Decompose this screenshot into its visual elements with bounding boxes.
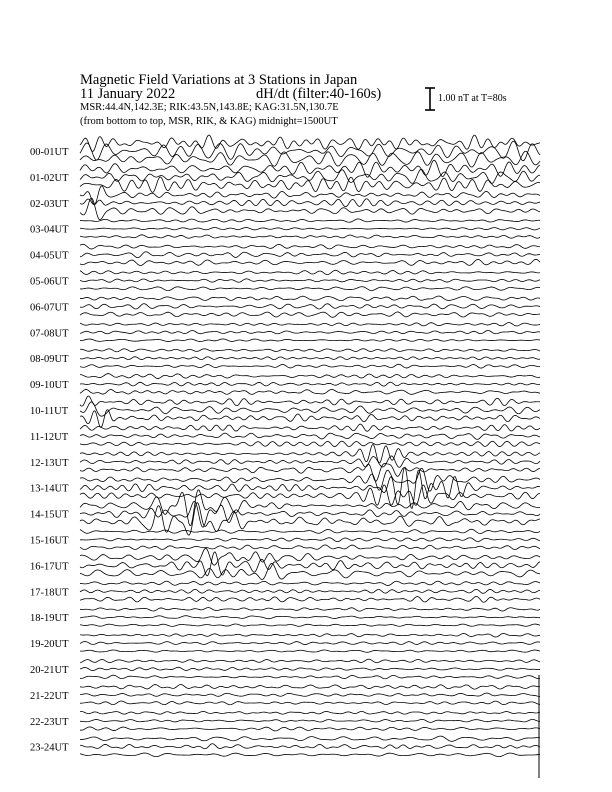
row-label: 13-14UT [30, 483, 69, 495]
trace-msr-22-23UT [80, 727, 540, 731]
row-label: 07-08UT [30, 328, 69, 340]
row-label: 17-18UT [30, 587, 69, 599]
trace-msr-09-10UT [80, 389, 540, 394]
row-label: 00-01UT [30, 147, 69, 158]
trace-kag-22-23UT [80, 711, 540, 714]
row-label: 18-19UT [30, 613, 69, 625]
trace-rik-23-24UT [80, 744, 540, 749]
trace-kag-17-18UT [80, 581, 540, 585]
row-label: 01-02UT [30, 172, 69, 184]
trace-msr-13-14UT [80, 485, 540, 505]
trace-kag-00-01UT [80, 135, 540, 151]
trace-rik-18-19UT [80, 616, 540, 619]
row-label: 14-15UT [30, 509, 69, 521]
trace-rik-04-05UT [80, 252, 540, 258]
row-label: 16-17UT [30, 561, 69, 573]
trace-rik-09-10UT [80, 382, 540, 386]
trace-kag-08-09UT [80, 349, 540, 352]
trace-msr-19-20UT [80, 650, 540, 652]
row-label: 10-11UT [30, 406, 69, 417]
trace-msr-04-05UT [80, 259, 540, 265]
trace-rik-20-21UT [80, 667, 540, 670]
trace-kag-19-20UT [80, 633, 540, 636]
trace-kag-13-14UT [80, 468, 540, 491]
trace-kag-12-13UT [80, 444, 540, 462]
trace-rik-13-14UT [80, 467, 540, 508]
station-list: MSR:44.4N,142.3E; RIK:43.5N,143.8E; KAG:31.5N,130.7E [80, 102, 339, 113]
trace-msr-03-04UT [80, 235, 540, 238]
trace-kag-02-03UT [80, 186, 540, 205]
row-label: 08-09UT [30, 354, 69, 366]
trace-rik-06-07UT [80, 304, 540, 309]
trace-kag-07-08UT [80, 323, 540, 326]
trace-rik-08-09UT [80, 357, 540, 360]
trace-kag-23-24UT [80, 736, 540, 741]
row-label: 04-05UT [30, 250, 69, 262]
trace-msr-01-02UT [80, 177, 540, 192]
trace-rik-03-04UT [80, 228, 540, 230]
trace-msr-10-11UT [80, 410, 540, 428]
trace-kag-09-10UT [80, 374, 540, 379]
trace-msr-02-03UT [80, 198, 540, 219]
trace-kag-05-06UT [80, 270, 540, 274]
trace-rik-11-12UT [80, 433, 540, 439]
chart-title: Magnetic Field Variations at 3 Stations in Japan [80, 72, 358, 88]
scale-label: 1.00 nT at T=80s [438, 93, 507, 104]
trace-rik-22-23UT [80, 719, 540, 722]
row-label: 02-03UT [30, 198, 69, 210]
row-label: 21-22UT [30, 690, 69, 702]
trace-kag-04-05UT [80, 244, 540, 249]
trace-rik-12-13UT [80, 456, 540, 467]
trace-kag-11-12UT [80, 424, 540, 431]
row-label: 09-10UT [30, 380, 69, 392]
trace-kag-03-04UT [80, 219, 540, 222]
trace-rik-17-18UT [80, 589, 540, 593]
trace-msr-18-19UT [80, 624, 540, 626]
chart-quantity: dH/dt (filter:40-160s) [256, 86, 382, 102]
trace-rik-07-08UT [80, 330, 540, 333]
trace-rik-21-22UT [80, 693, 540, 696]
trace-kag-21-22UT [80, 685, 540, 690]
trace-kag-16-17UT [80, 548, 540, 565]
trace-msr-08-09UT [80, 364, 540, 368]
row-label: 22-23UT [30, 716, 69, 728]
trace-rik-00-01UT [80, 141, 540, 161]
row-label: 03-04UT [30, 224, 69, 236]
trace-kag-20-21UT [80, 659, 540, 663]
trace-rik-15-16UT [80, 538, 540, 542]
row-label: 11-12UT [30, 431, 69, 443]
trace-msr-20-21UT [80, 675, 540, 679]
trace-msr-07-08UT [80, 339, 540, 342]
trace-rik-10-11UT [80, 402, 540, 416]
chart-date: 11 January 2022 [80, 86, 176, 102]
row-label: 15-16UT [30, 535, 69, 547]
trace-msr-21-22UT [80, 701, 540, 705]
trace-rik-02-03UT [80, 199, 540, 207]
trace-msr-11-12UT [80, 441, 540, 446]
row-label: 12-13UT [30, 457, 69, 469]
trace-order-note: (from bottom to top, MSR, RIK, & KAG) midnight=1500UT [80, 116, 338, 127]
trace-msr-06-07UT [80, 312, 540, 317]
row-label: 19-20UT [30, 639, 69, 651]
trace-rik-19-20UT [80, 641, 540, 644]
row-label: 06-07UT [30, 302, 69, 314]
trace-kag-06-07UT [80, 296, 540, 301]
trace-rik-05-06UT [80, 279, 540, 282]
trace-msr-00-01UT [80, 151, 540, 167]
row-label: 05-06UT [30, 276, 69, 288]
trace-msr-05-06UT [80, 287, 540, 291]
trace-msr-23-24UT [80, 753, 540, 757]
trace-msr-15-16UT [80, 545, 540, 550]
row-label: 20-21UT [30, 665, 69, 676]
trace-kag-18-19UT [80, 608, 540, 611]
trace-msr-17-18UT [80, 596, 540, 602]
row-label: 23-24UT [30, 742, 69, 754]
trace-kag-10-11UT [80, 396, 540, 406]
